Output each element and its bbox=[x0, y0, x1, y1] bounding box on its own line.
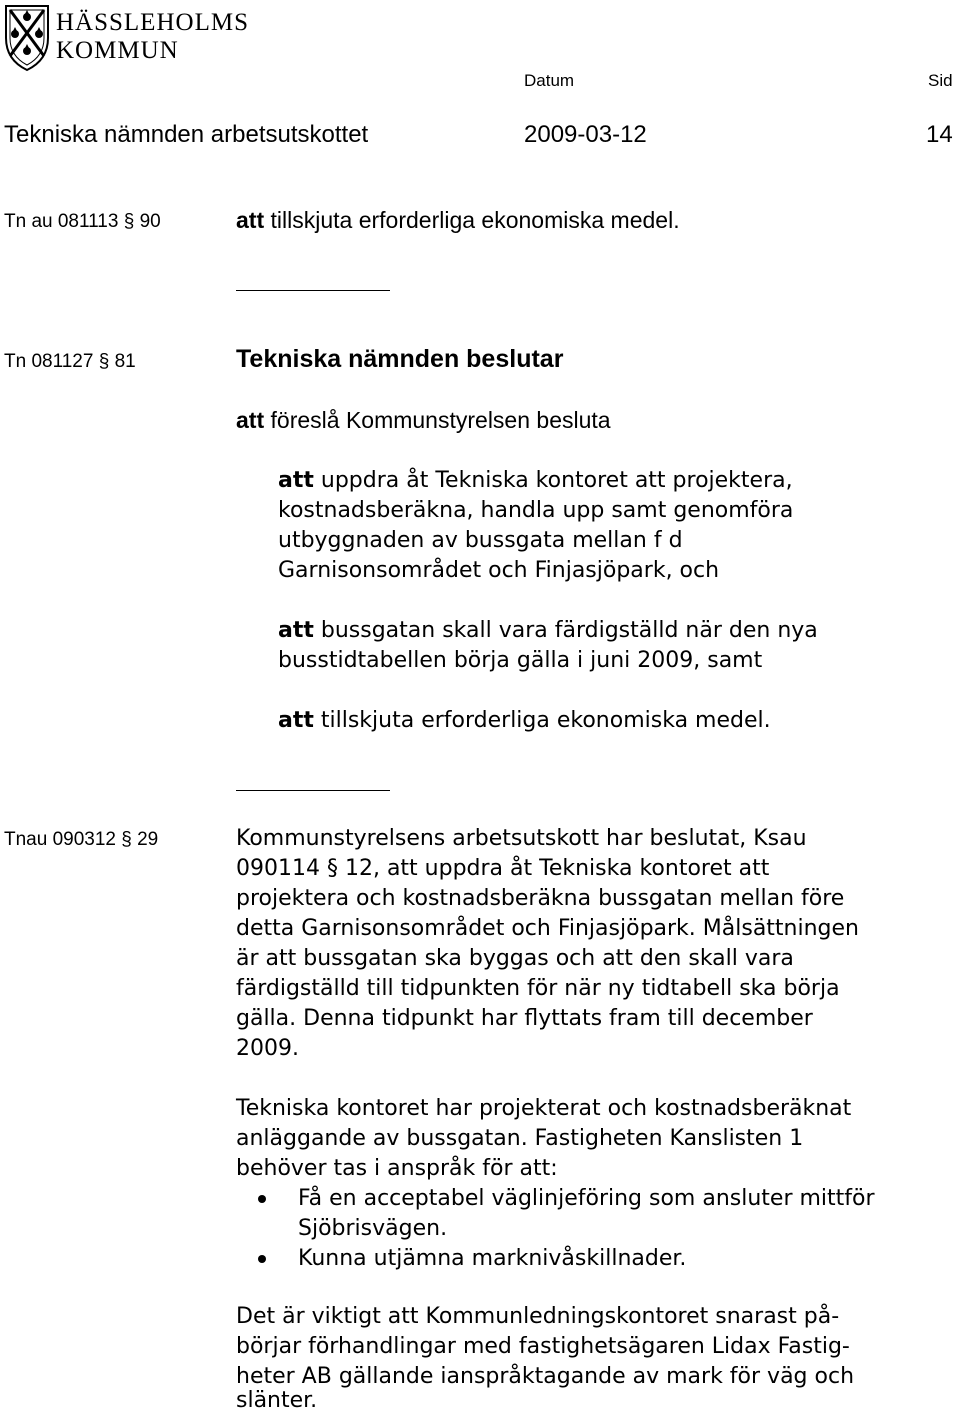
bullet-item-line: Kunna utjämna marknivåskillnader. bbox=[298, 1246, 687, 1271]
section3-reference: Tnau 090312 § 29 bbox=[4, 829, 159, 850]
section2-reference: Tn 081127 § 81 bbox=[4, 351, 136, 372]
section-divider bbox=[236, 290, 390, 291]
bullet-item-line: Sjöbrisvägen. bbox=[298, 1216, 448, 1241]
item1-line1-text: uppdra åt Tekniska kontoret att projektera, bbox=[313, 468, 793, 493]
para1-line: gälla. Denna tidpunkt har flyttats fram till december bbox=[236, 1006, 813, 1031]
att-keyword: att bbox=[278, 468, 314, 493]
proposal-text: föreslå Kommunstyrelsen besluta bbox=[264, 407, 611, 433]
bullet-icon bbox=[258, 1195, 266, 1203]
att-keyword: att bbox=[278, 618, 314, 643]
para3-line: Det är viktigt att Kommunledningskontoret snarast på- bbox=[236, 1304, 840, 1329]
bullet-icon bbox=[258, 1255, 266, 1263]
item2-line2: busstidtabellen börja gälla i juni 2009, samt bbox=[278, 648, 763, 673]
section1-reference: Tn au 081113 § 90 bbox=[4, 211, 161, 232]
para2-line: behöver tas i anspråk för att: bbox=[236, 1156, 558, 1181]
logo-text-line2: KOMMUN bbox=[56, 37, 179, 64]
para1-line: 090114 § 12, att uppdra åt Tekniska kontoret att bbox=[236, 856, 770, 881]
item2-line1 bbox=[278, 616, 818, 646]
para2-line: Tekniska kontoret har projekterat och kostnadsberäknat bbox=[236, 1096, 852, 1121]
section2-proposal bbox=[236, 406, 611, 434]
item1-line2: kostnadsberäkna, handla upp samt genomföra bbox=[278, 498, 794, 523]
para3-line: slänter. bbox=[236, 1388, 318, 1413]
logo-text-line1: HÄSSLEHOLMS bbox=[56, 9, 249, 36]
para1-line: Kommunstyrelsens arbetsutskott har beslutat, Ksau bbox=[236, 826, 807, 851]
item3-line1-text: tillskjuta erforderliga ekonomiska medel. bbox=[313, 708, 771, 733]
section2-heading: Tekniska nämnden beslutar bbox=[236, 345, 564, 373]
para1-line: detta Garnisonsområdet och Finjasjöpark. Målsättningen bbox=[236, 916, 859, 941]
section1-text: tillskjuta erforderliga ekonomiska medel. bbox=[264, 207, 680, 233]
att-keyword: att bbox=[278, 708, 314, 733]
para1-line: färdigställd till tidpunkten för när ny tidtabell ska börja bbox=[236, 976, 840, 1001]
para3-line: börjar förhandlingar med fastighetsägaren Lidax Fastig- bbox=[236, 1334, 850, 1359]
para1-line: 2009. bbox=[236, 1036, 299, 1061]
item3-line1 bbox=[278, 706, 771, 736]
item2-line1-text: bussgatan skall vara färdigställd när den nya bbox=[313, 618, 818, 643]
para3-line: heter AB gällande ianspråktagande av mark för väg och bbox=[236, 1364, 855, 1389]
para1-line: är att bussgatan ska byggas och att den skall vara bbox=[236, 946, 794, 971]
section1-decision bbox=[236, 206, 680, 234]
bullet-item-line: Få en acceptabel väglinjeföring som ansluter mittför bbox=[298, 1186, 875, 1211]
municipality-logo bbox=[4, 4, 254, 74]
item1-line3: utbyggnaden av bussgata mellan f d bbox=[278, 528, 683, 553]
coat-of-arms-icon bbox=[4, 4, 50, 72]
item1-line4: Garnisonsområdet och Finjasjöpark, och bbox=[278, 558, 720, 583]
page-number: 14 bbox=[926, 121, 953, 148]
section-divider bbox=[236, 790, 390, 791]
para1-line: projektera och kostnadsberäkna bussgatan mellan före bbox=[236, 886, 845, 911]
att-keyword: att bbox=[236, 407, 265, 433]
date-label: Datum bbox=[524, 71, 575, 90]
committee-name: Tekniska nämnden arbetsutskottet bbox=[4, 121, 369, 148]
para2-line: anläggande av bussgatan. Fastigheten Kanslisten 1 bbox=[236, 1126, 804, 1151]
page-label: Sid bbox=[928, 71, 953, 90]
item1-line1 bbox=[278, 466, 793, 496]
meeting-date: 2009-03-12 bbox=[524, 121, 647, 148]
att-keyword: att bbox=[236, 207, 265, 233]
